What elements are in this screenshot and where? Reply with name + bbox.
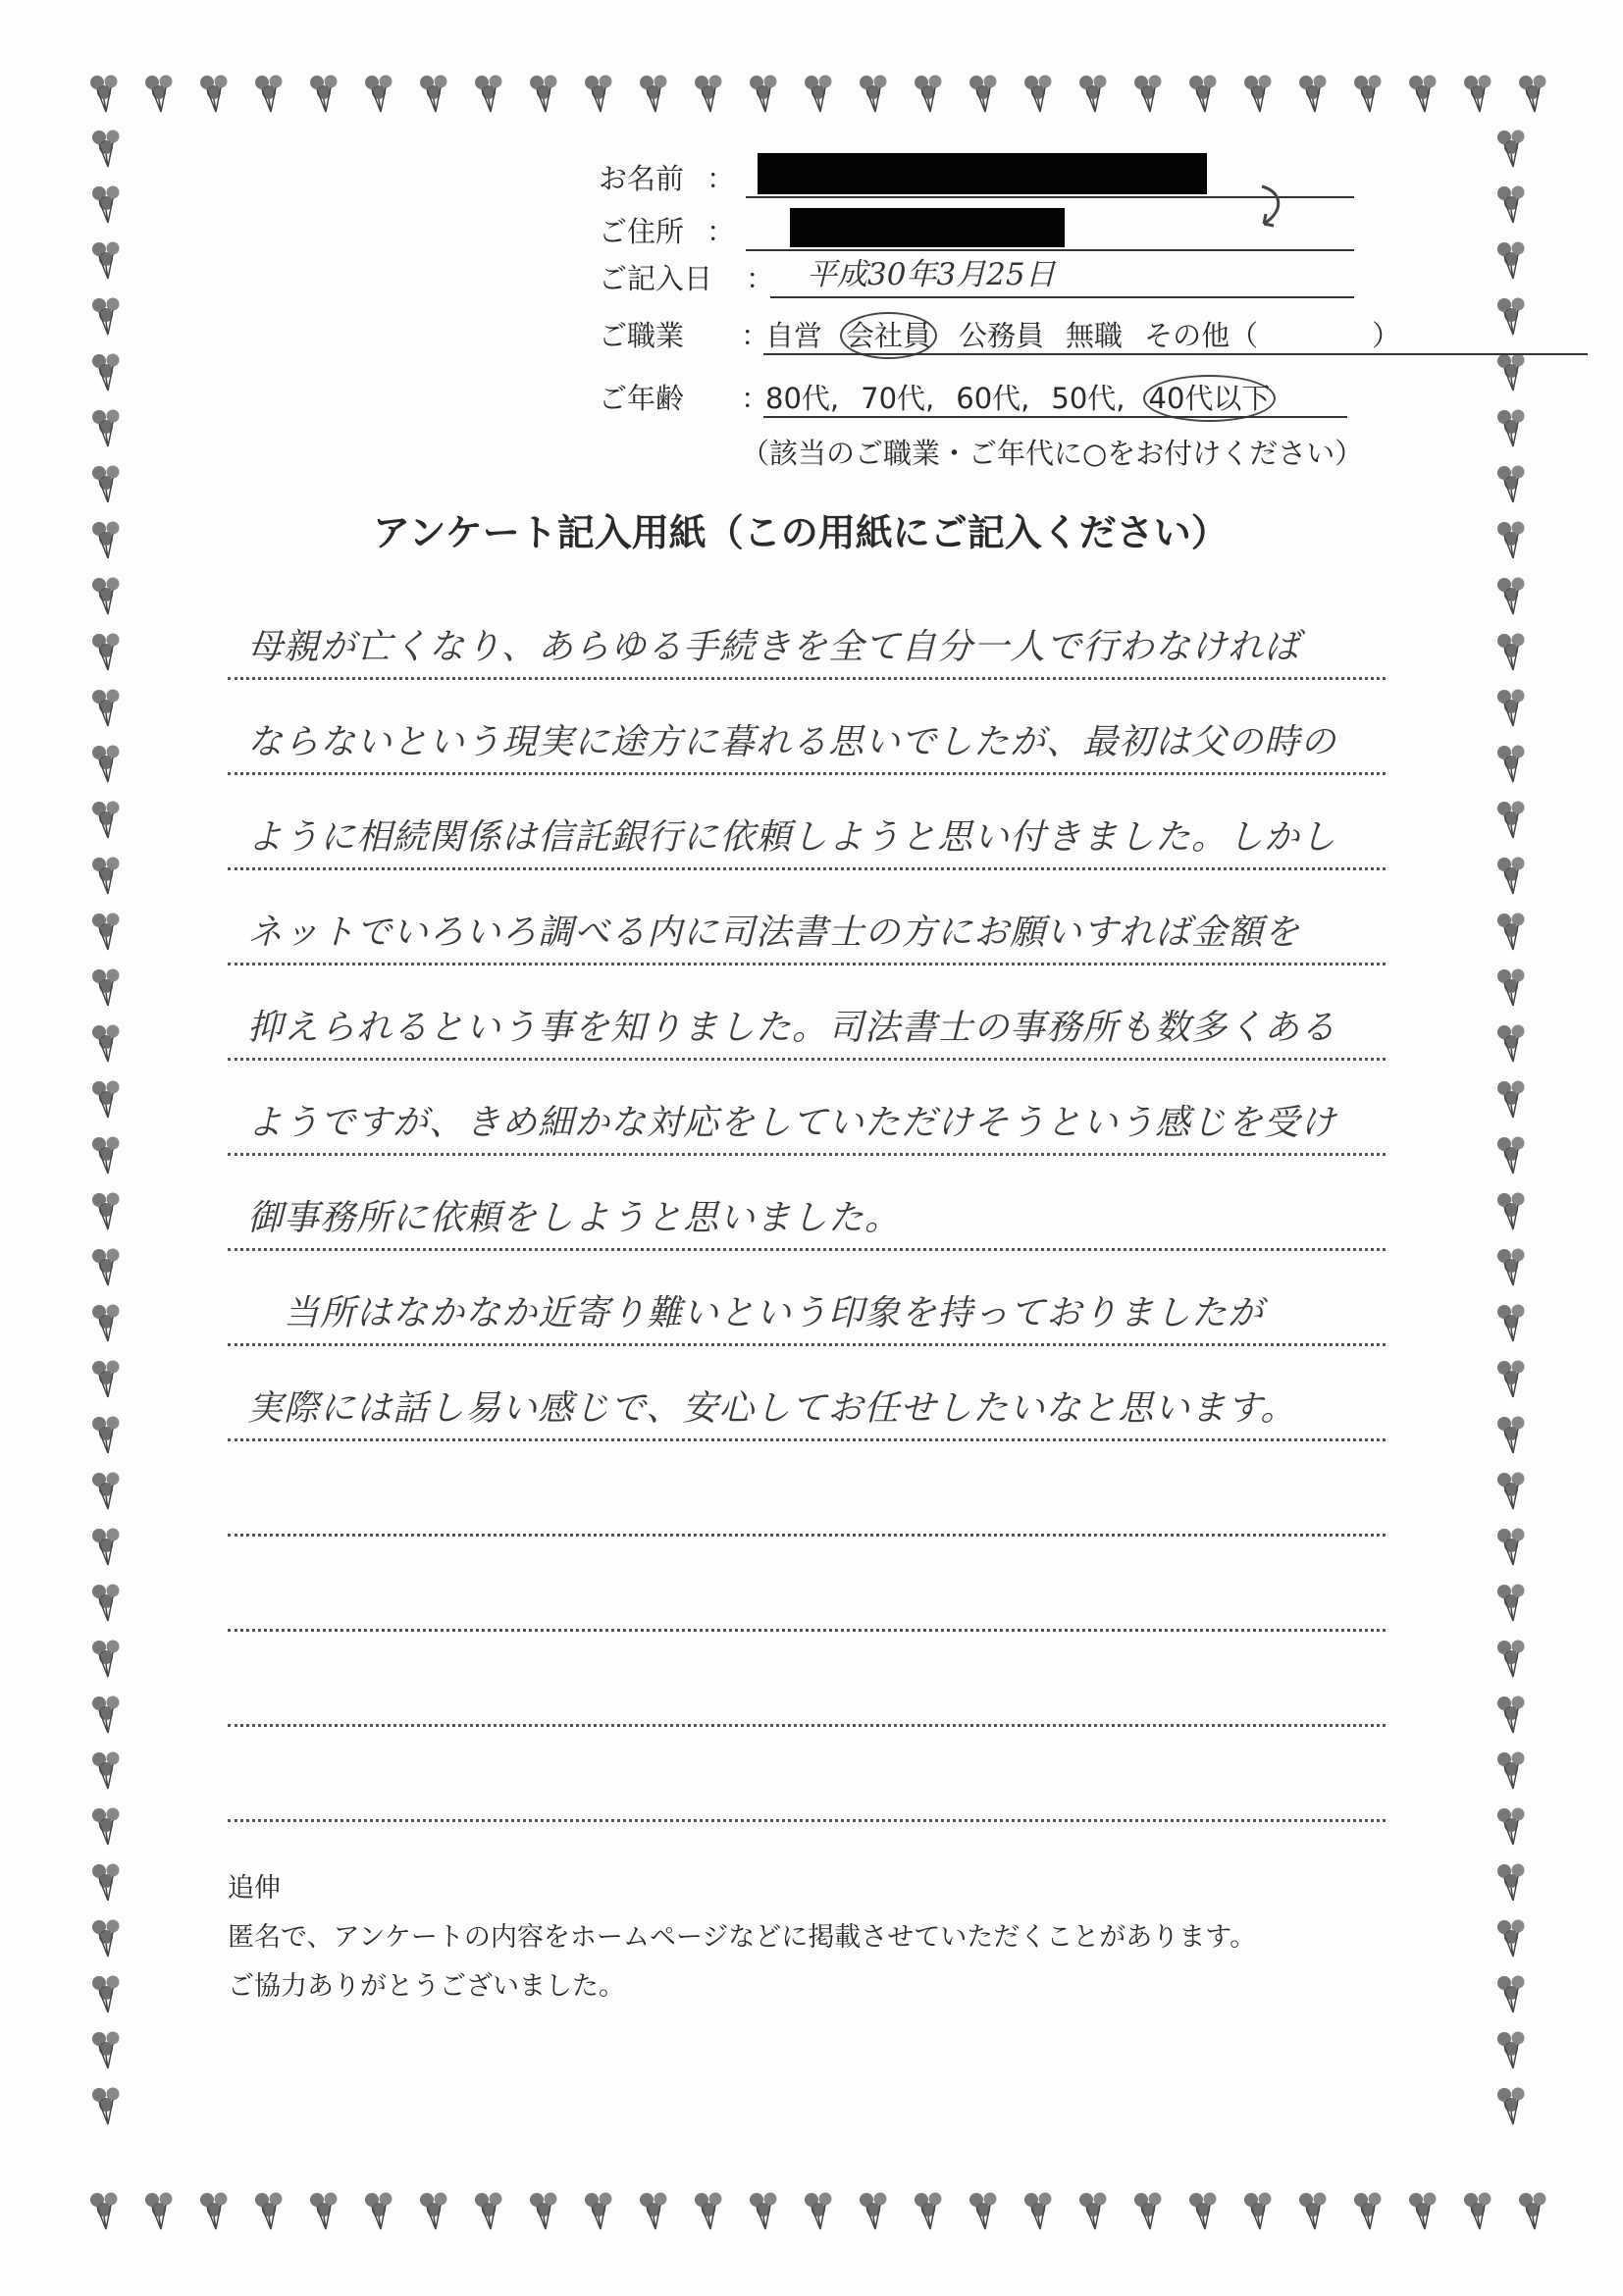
answer-line <box>228 1441 1386 1537</box>
balloon-icon <box>1021 73 1058 118</box>
balloon-icon <box>801 2190 838 2235</box>
balloon-icon <box>746 2190 783 2235</box>
balloon-icon <box>636 2190 673 2235</box>
balloon-icon <box>801 73 838 118</box>
answer-line <box>228 1346 1386 1441</box>
balloon-icon <box>1493 2029 1531 2074</box>
name-redaction <box>758 153 1207 194</box>
answer-text: ならないという現実に途方に暮れる思いでしたが、最初は父の時の <box>247 722 1337 762</box>
address-row <box>599 210 1482 253</box>
balloon-icon <box>1493 1134 1531 1179</box>
occupation-option: 公務員 <box>959 319 1045 352</box>
answer-text: 当所はなかなか近寄り難いという印象を持っておりましたが <box>247 1293 1265 1333</box>
balloon-icon <box>88 1638 126 1683</box>
instruction-note: （該当のご職業・ご年代に○をお付けください） <box>741 437 1364 470</box>
colon: ： <box>707 162 736 195</box>
balloon-icon <box>88 463 126 508</box>
balloon-icon <box>1493 1526 1531 1571</box>
balloon-icon <box>636 73 673 118</box>
balloon-icon <box>1350 2190 1387 2235</box>
balloon-icon <box>88 743 126 788</box>
balloon-icon <box>526 2190 563 2235</box>
answer-text: 母親が亡くなり、あらゆる手続きを全て自分一人で行わなければ <box>247 627 1301 667</box>
balloon-icon <box>88 1973 126 2018</box>
balloon-icon <box>88 911 126 956</box>
balloon-icon <box>1493 575 1531 620</box>
footer <box>228 1864 1256 2011</box>
balloon-icon <box>691 73 728 118</box>
balloon-icon <box>911 73 948 118</box>
balloon-icon <box>856 73 893 118</box>
balloon-icon <box>471 2190 508 2235</box>
colon: ： <box>746 262 775 295</box>
balloon-icon <box>88 799 126 844</box>
answer-line <box>228 870 1386 965</box>
balloon-icon <box>306 2190 343 2235</box>
balloon-icon <box>1493 1414 1531 1459</box>
balloon-icon <box>1493 799 1531 844</box>
date-underline <box>770 296 1354 298</box>
balloon-icon <box>1493 911 1531 956</box>
balloon-icon <box>88 2029 126 2074</box>
answer-line <box>228 1632 1386 1727</box>
balloon-icon <box>88 1917 126 1962</box>
balloon-icon <box>88 2085 126 2130</box>
age-option: 60代, <box>956 382 1030 415</box>
balloon-icon <box>581 2190 618 2235</box>
balloon-icon <box>1405 73 1442 118</box>
balloon-icon <box>1493 966 1531 1012</box>
balloon-icon <box>88 687 126 732</box>
balloon-icon <box>141 73 179 118</box>
answer-text: 抑えられるという事を知りました。司法書士の事務所も数多くある <box>247 1008 1337 1048</box>
balloon-icon <box>88 1134 126 1179</box>
balloon-icon <box>1493 1302 1531 1347</box>
balloon-icon <box>1493 1638 1531 1683</box>
thanks-text: ご協力ありがとうございました。 <box>228 1971 625 2002</box>
occupation-underline <box>763 353 1588 355</box>
answer-text: 実際には話し易い感じで、安心してお任せしたいなと思います。 <box>247 1388 1297 1429</box>
occupation-option: 無職 <box>1066 319 1124 352</box>
balloon-icon <box>911 2190 948 2235</box>
balloon-icon <box>691 2190 728 2235</box>
date-value: 平成30年3月25日 <box>807 257 1056 292</box>
balloon-icon <box>1515 2190 1552 2235</box>
balloon-icon <box>88 1526 126 1571</box>
occupation-option: 会社員 <box>840 312 937 359</box>
balloon-icon <box>88 575 126 620</box>
balloon-icon <box>1350 73 1387 118</box>
balloon-icon <box>1493 631 1531 676</box>
balloon-icon <box>1075 2190 1113 2235</box>
balloon-icon <box>1493 1861 1531 1906</box>
balloon-icon <box>88 1022 126 1068</box>
answer-area <box>228 585 1386 1822</box>
balloon-icon <box>86 73 124 118</box>
answer-line <box>228 680 1386 775</box>
date-label: ご記入日 <box>599 262 713 295</box>
answer-line <box>228 1156 1386 1251</box>
balloon-icon <box>88 183 126 229</box>
balloon-icon <box>1493 183 1531 229</box>
balloon-icon <box>141 2190 179 2235</box>
balloon-icon <box>86 2190 124 2235</box>
balloon-icon <box>746 73 783 118</box>
balloon-icon <box>416 73 453 118</box>
balloon-icon <box>88 1861 126 1906</box>
address-label: ご住所 <box>599 215 685 248</box>
colon: ： <box>707 215 736 248</box>
balloon-icon <box>416 2190 453 2235</box>
balloon-icon <box>88 1749 126 1795</box>
ps-text: 匿名で、アンケートの内容をホームページなどに掲載させていただくことがあります。 <box>228 1922 1257 1953</box>
balloon-icon <box>1493 1749 1531 1795</box>
balloon-icon <box>196 73 234 118</box>
age-option: 70代, <box>861 382 935 415</box>
balloon-icon <box>1130 73 1168 118</box>
balloon-icon <box>88 1694 126 1739</box>
balloon-icon <box>88 855 126 900</box>
balloon-icon <box>88 1470 126 1515</box>
date-row <box>599 257 1482 300</box>
balloon-icon <box>88 1582 126 1627</box>
balloon-icon <box>1405 2190 1442 2235</box>
balloon-icon <box>1493 1078 1531 1123</box>
age-option: 40代以下 <box>1143 375 1277 422</box>
occupation-option: その他（ ） <box>1144 319 1401 352</box>
balloon-icon <box>1493 1805 1531 1851</box>
form-heading: アンケート記入用紙（この用紙にご記入ください） <box>373 511 1229 554</box>
balloon-icon <box>1493 128 1531 173</box>
balloon-icon <box>1493 2085 1531 2130</box>
answer-line <box>228 1537 1386 1632</box>
balloon-icon <box>1493 1246 1531 1291</box>
balloon-icon <box>88 351 126 396</box>
balloon-icon <box>1493 1694 1531 1739</box>
balloon-icon <box>196 2190 234 2235</box>
balloon-icon <box>526 73 563 118</box>
colon: ： <box>741 319 770 352</box>
balloon-icon <box>361 73 398 118</box>
balloon-icon <box>88 407 126 452</box>
balloon-icon <box>1493 687 1531 732</box>
balloon-icon <box>251 73 288 118</box>
ps-label: 追伸 <box>228 1873 281 1904</box>
answer-text: 御事務所に依頼をしようと思いました。 <box>247 1198 902 1238</box>
balloon-icon <box>88 1078 126 1123</box>
balloon-icon <box>966 73 1003 118</box>
address-redaction <box>790 208 1065 247</box>
answer-line <box>228 1251 1386 1346</box>
balloon-icon <box>581 73 618 118</box>
balloon-icon <box>1493 407 1531 452</box>
balloon-icon <box>966 2190 1003 2235</box>
balloon-icon <box>1075 73 1113 118</box>
balloon-icon <box>88 1414 126 1459</box>
balloon-icon <box>1493 519 1531 564</box>
balloon-icon <box>88 631 126 676</box>
balloon-icon <box>1493 1190 1531 1235</box>
balloon-icon <box>88 1190 126 1235</box>
balloon-icon <box>88 519 126 564</box>
balloon-icon <box>88 966 126 1012</box>
age-option: 80代, <box>765 382 840 415</box>
answer-text: ようですが、きめ細かな対応をしていただけそうという感じを受け <box>247 1103 1337 1143</box>
age-options <box>765 377 1297 420</box>
balloon-icon <box>1021 2190 1058 2235</box>
balloon-icon <box>1515 73 1552 118</box>
balloon-icon <box>1493 1917 1531 1962</box>
balloon-icon <box>361 2190 398 2235</box>
answer-line <box>228 775 1386 870</box>
name-label: お名前 <box>599 162 685 195</box>
balloon-icon <box>1493 1470 1531 1515</box>
balloon-icon <box>1493 1358 1531 1403</box>
balloon-icon <box>1493 1582 1531 1627</box>
balloon-icon <box>88 128 126 173</box>
answer-line <box>228 585 1386 680</box>
balloon-icon <box>1240 2190 1278 2235</box>
occupation-label: ご職業 <box>599 319 685 352</box>
answer-line <box>228 1061 1386 1156</box>
balloon-icon <box>1493 239 1531 285</box>
balloon-icon <box>471 73 508 118</box>
balloon-icon <box>1493 855 1531 900</box>
balloon-icon <box>1493 351 1531 396</box>
balloon-icon <box>1493 463 1531 508</box>
balloon-icon <box>1185 2190 1223 2235</box>
balloon-icon <box>88 239 126 285</box>
answer-text: ように相続関係は信託銀行に依頼しようと思い付きました。しかし <box>247 817 1337 858</box>
answer-line <box>228 965 1386 1061</box>
address-underline <box>746 249 1354 251</box>
balloon-icon <box>1460 73 1497 118</box>
colon: ： <box>741 382 770 415</box>
name-row <box>599 157 1482 200</box>
age-option: 50代, <box>1051 382 1126 415</box>
age-label: ご年齢 <box>599 382 685 415</box>
balloon-icon <box>1460 2190 1497 2235</box>
balloon-icon <box>88 1302 126 1347</box>
balloon-icon <box>1493 1022 1531 1068</box>
balloon-icon <box>88 1805 126 1851</box>
balloon-icon <box>1295 2190 1333 2235</box>
balloon-icon <box>1240 73 1278 118</box>
occupation-row <box>599 314 1482 357</box>
balloon-icon <box>306 73 343 118</box>
balloon-icon <box>1130 2190 1168 2235</box>
occupation-options <box>765 314 1422 357</box>
balloon-icon <box>1493 295 1531 340</box>
balloon-icon <box>88 1246 126 1291</box>
balloon-icon <box>1295 73 1333 118</box>
balloon-icon <box>1493 743 1531 788</box>
age-underline <box>763 416 1347 418</box>
balloon-icon <box>1493 1973 1531 2018</box>
age-row <box>599 377 1482 420</box>
occupation-option: 自営 <box>765 319 823 352</box>
answer-line <box>228 1727 1386 1822</box>
balloon-icon <box>88 1358 126 1403</box>
balloon-icon <box>251 2190 288 2235</box>
balloon-icon <box>88 295 126 340</box>
balloon-icon <box>1185 73 1223 118</box>
answer-text: ネットでいろいろ調べる内に司法書士の方にお願いすれば金額を <box>247 913 1301 953</box>
balloon-icon <box>856 2190 893 2235</box>
